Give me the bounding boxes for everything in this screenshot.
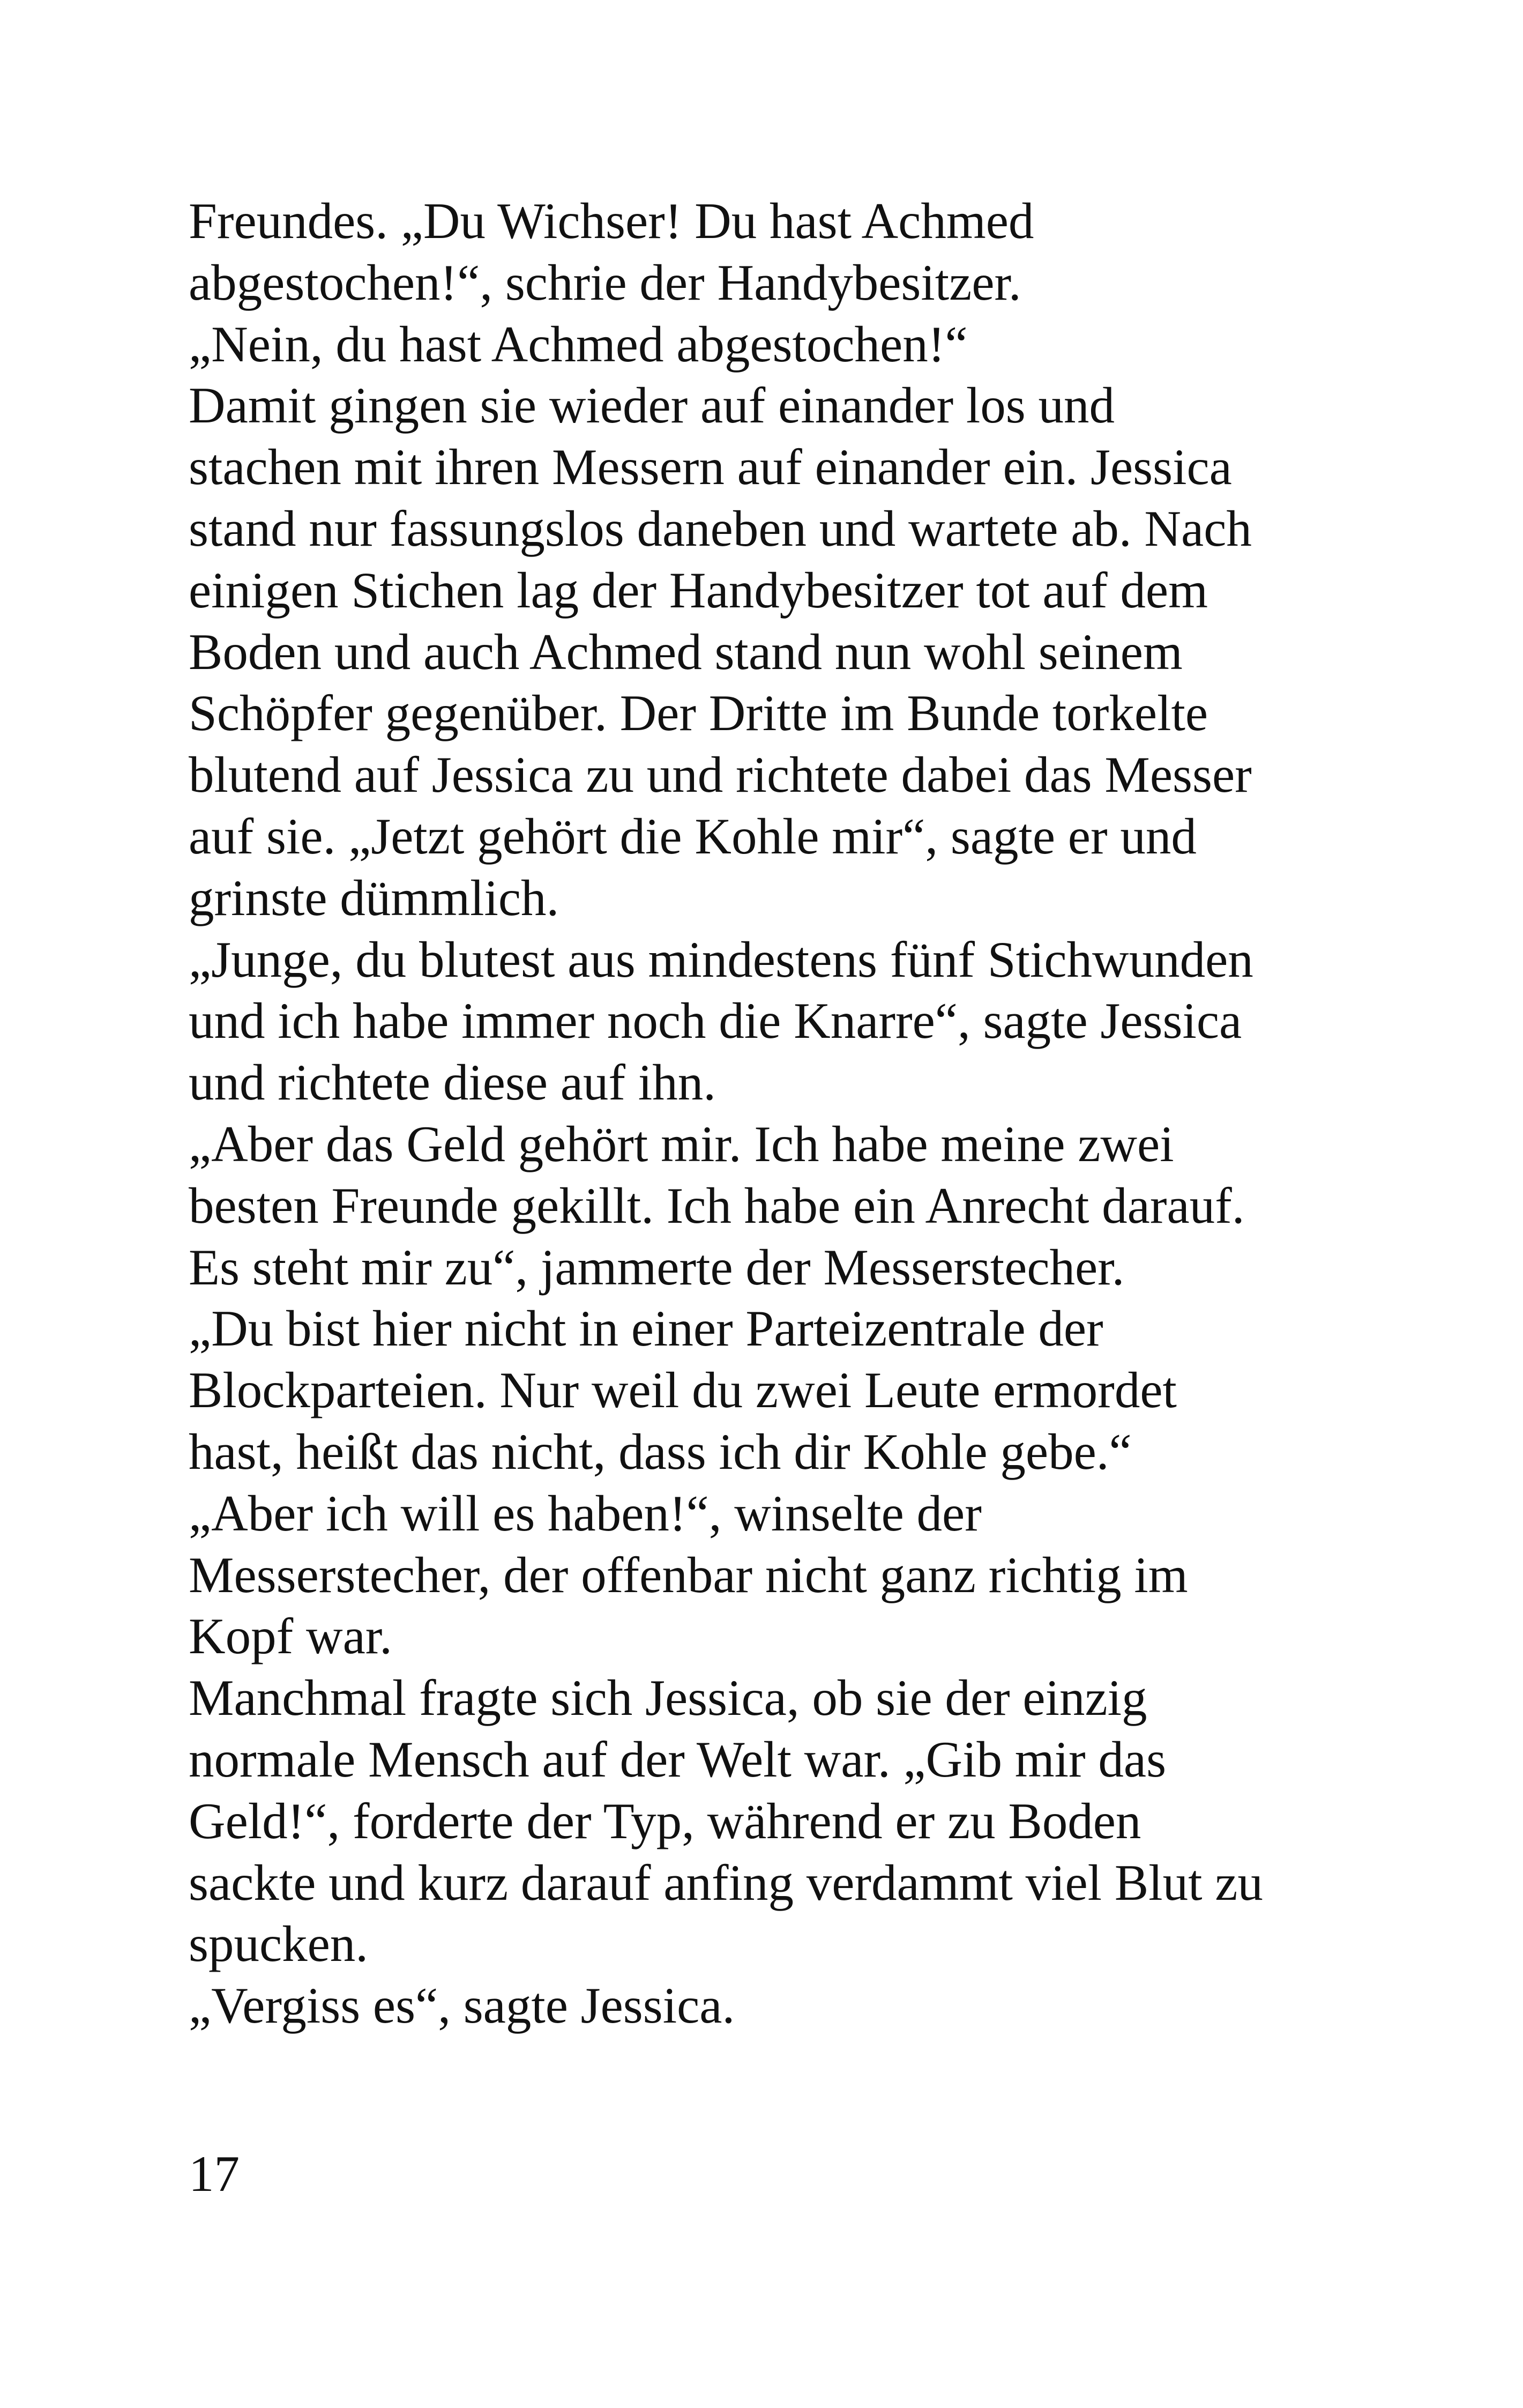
text-line: Schöpfer gegenüber. Der Dritte im Bunde torkelte [189, 685, 1208, 742]
text-line: besten Freunde gekillt. Ich habe ein Anrecht darauf. [189, 1177, 1245, 1234]
text-line: Boden und auch Achmed stand nun wohl seinem [189, 623, 1183, 680]
text-line: sackte und kurz darauf anfing verdammt viel Blut zu [189, 1854, 1263, 1911]
text-line: Freundes. „Du Wichser! Du hast Achmed [189, 192, 1034, 249]
text-line: auf sie. „Jetzt gehört die Kohle mir“, sagte er und [189, 807, 1197, 865]
text-line: stachen mit ihren Messern auf einander ein. Jessica [189, 439, 1232, 496]
text-line: Kopf war. [189, 1608, 392, 1665]
text-line: „Aber das Geld gehört mir. Ich habe meine zwei [189, 1115, 1174, 1172]
text-line: und richtete diese auf ihn. [189, 1054, 716, 1111]
text-line: Damit gingen sie wieder auf einander los und [189, 377, 1115, 434]
text-line: „Aber ich will es haben!“, winselte der [189, 1484, 982, 1542]
text-line: spucken. [189, 1915, 369, 1973]
text-line: „Nein, du hast Achmed abgestochen!“ [189, 315, 968, 373]
text-line: „Vergiss es“, sagte Jessica. [189, 1977, 735, 2034]
text-line: „Du bist hier nicht in einer Parteizentrale der [189, 1300, 1103, 1357]
text-line: abgestochen!“, schrie der Handybesitzer. [189, 254, 1021, 311]
body-text [189, 190, 1368, 2037]
text-line: hast, heißt das nicht, dass ich dir Kohle gebe.“ [189, 1423, 1132, 1480]
text-line: Es steht mir zu“, jammerte der Messerstecher. [189, 1238, 1125, 1296]
text-line: grinste dümmlich. [189, 869, 559, 926]
text-line: blutend auf Jessica zu und richtete dabei das Messer [189, 746, 1252, 804]
text-line: normale Mensch auf der Welt war. „Gib mir das [189, 1730, 1167, 1788]
text-line: Manchmal fragte sich Jessica, ob sie der einzig [189, 1669, 1147, 1727]
text-line: „Junge, du blutest aus mindestens fünf Stichwunden [189, 931, 1253, 988]
page-number: 17 [189, 2145, 240, 2202]
text-line: stand nur fassungslos daneben und wartete ab. Nach [189, 500, 1252, 557]
text-line: und ich habe immer noch die Knarre“, sagte Jessica [189, 992, 1242, 1050]
text-line: Blockparteien. Nur weil du zwei Leute ermordet [189, 1362, 1177, 1419]
text-line: Geld!“, forderte der Typ, während er zu Boden [189, 1792, 1141, 1849]
text-line: einigen Stichen lag der Handybesitzer tot auf dem [189, 561, 1208, 619]
text-line: Messerstecher, der offenbar nicht ganz richtig im [189, 1546, 1188, 1603]
